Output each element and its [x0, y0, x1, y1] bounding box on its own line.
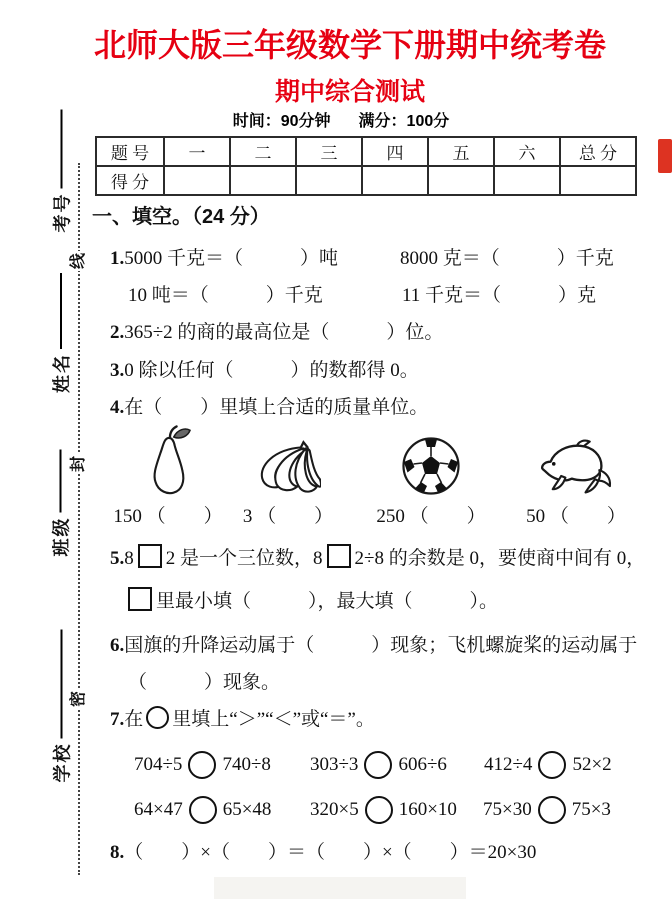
comparison-group: 64×47 65×48	[134, 796, 271, 823]
comparison-group: 303÷3 606÷6	[310, 751, 447, 778]
comparison-circle	[365, 796, 393, 824]
answer-box	[128, 587, 152, 611]
question-8	[0, 837, 672, 865]
dolphin-icon	[540, 438, 612, 496]
figure-bananas-label: 3 （ ）	[242, 506, 334, 527]
score-cell-empty	[494, 166, 560, 195]
comparison-circle	[538, 751, 566, 779]
q1-left2: 10 吨＝（ ）千克	[128, 285, 323, 306]
question-1-line-2	[0, 280, 672, 308]
seal-char-mi: 密	[70, 691, 87, 708]
pear-icon	[145, 424, 191, 496]
student-name-label: 姓名	[52, 353, 72, 393]
q8-text: （ ）×（ ）＝（ ）×（ ）＝20×30	[124, 842, 537, 863]
score-table-header-cell: 一	[164, 137, 230, 166]
score-table-header-row	[96, 137, 636, 166]
figure-pear-label: 150 （ ）	[113, 506, 223, 527]
score-table-header-cell: 四	[362, 137, 428, 166]
score-table	[95, 136, 637, 196]
figure-dolphin	[514, 424, 638, 528]
question-6-line-1: 6.国旗的升降运动属于（ ）现象；飞机螺旋桨的运动属于	[110, 635, 638, 656]
q1-right: 8000 克＝（ ）千克	[400, 248, 614, 269]
comparison-circle	[364, 751, 392, 779]
question-7-row-1	[0, 751, 672, 778]
class-label: 班级	[51, 516, 72, 557]
section-one-heading: 一、填空。（24 分）	[92, 206, 270, 228]
figure-dolphin-label: 50 （ ）	[526, 506, 626, 527]
question-5-line-2: 里最小填（ ），最大填（ ）。	[0, 586, 672, 614]
comparison-circle	[189, 796, 217, 824]
exam-number-label: 考号	[52, 192, 73, 233]
question-5-line-1: 5.8 2 是一个三位数，8 2÷8 的余数是 0，要使商中间有 0，	[0, 543, 672, 571]
red-edge-marker	[658, 139, 672, 173]
figure-soccer-ball	[369, 424, 493, 528]
question-1-line-1	[0, 243, 672, 271]
figure-pear	[106, 424, 230, 528]
exam-time: 时间：90分钟	[232, 113, 331, 130]
question-4	[0, 392, 672, 420]
comparison-circle	[188, 751, 216, 779]
q5-number: 5.	[110, 548, 125, 569]
soccer-ball-icon	[401, 436, 461, 496]
q2-number: 2.	[110, 322, 125, 343]
seal-char-feng: 封	[70, 456, 87, 473]
exam-info-line	[56, 108, 626, 131]
q2-text: 365÷2 的商的最高位是（ ）位。	[124, 322, 444, 343]
question-6-line-2: （ ）现象。	[128, 672, 281, 693]
score-cell-empty	[362, 166, 428, 195]
question-7-head: 7.在 里填上“＞”“＜”或“＝”。	[0, 704, 672, 732]
question-7-row-2	[0, 796, 672, 823]
q6-number: 6.	[110, 635, 125, 656]
q3-number: 3.	[110, 360, 125, 381]
comparison-group: 75×30 75×3	[483, 796, 611, 823]
q7-number: 7.	[110, 709, 125, 730]
score-table-header-cell: 六	[494, 137, 560, 166]
score-cell-empty	[560, 166, 636, 195]
q4-number: 4.	[110, 397, 125, 418]
q1-number: 1.	[110, 248, 125, 269]
q3-text: 0 除以任何（ ）的数都得 0。	[124, 360, 419, 381]
score-cell-empty	[230, 166, 296, 195]
figure-bananas	[226, 424, 350, 528]
answer-box	[327, 544, 351, 568]
score-table-header-cell: 总 分	[560, 137, 636, 166]
seal-char-line: 线	[70, 253, 87, 270]
question-3	[0, 355, 672, 383]
school-label: 学校	[52, 742, 73, 783]
score-cell-empty	[296, 166, 362, 195]
figure-soccer-label: 250 （ ）	[376, 506, 486, 527]
score-table-header-cell: 五	[428, 137, 494, 166]
score-cell-empty	[428, 166, 494, 195]
page-subtitle: 期中综合测试	[274, 78, 425, 106]
comparison-group: 412÷4 52×2	[484, 751, 612, 778]
comparison-group: 704÷5 740÷8	[134, 751, 271, 778]
bananas-icon	[255, 440, 321, 496]
comparison-circle	[146, 706, 169, 729]
page-smudge	[214, 877, 466, 899]
score-table-header-cell: 题 号	[96, 137, 164, 166]
question-2	[0, 317, 672, 345]
score-table-header-cell: 二	[230, 137, 296, 166]
q8-number: 8.	[110, 842, 125, 863]
class-blank-line	[60, 450, 62, 513]
score-cell-empty	[164, 166, 230, 195]
score-row-label: 得 分	[96, 166, 164, 195]
exam-full-score: 满分：100分	[358, 113, 450, 130]
q1-right2: 11 千克＝（ ）克	[402, 285, 597, 306]
score-table-header-cell: 三	[296, 137, 362, 166]
q4-text: 在（ ）里填上合适的质量单位。	[124, 397, 429, 418]
q1-text: 5000 千克＝（ ）吨	[124, 248, 339, 269]
page-title: 北师大版三年级数学下册期中统考卷	[93, 27, 606, 63]
score-table-score-row	[96, 166, 636, 195]
answer-box	[138, 544, 162, 568]
comparison-circle	[538, 796, 566, 824]
comparison-group: 320×5 160×10	[310, 796, 457, 823]
q1-left	[110, 243, 338, 270]
